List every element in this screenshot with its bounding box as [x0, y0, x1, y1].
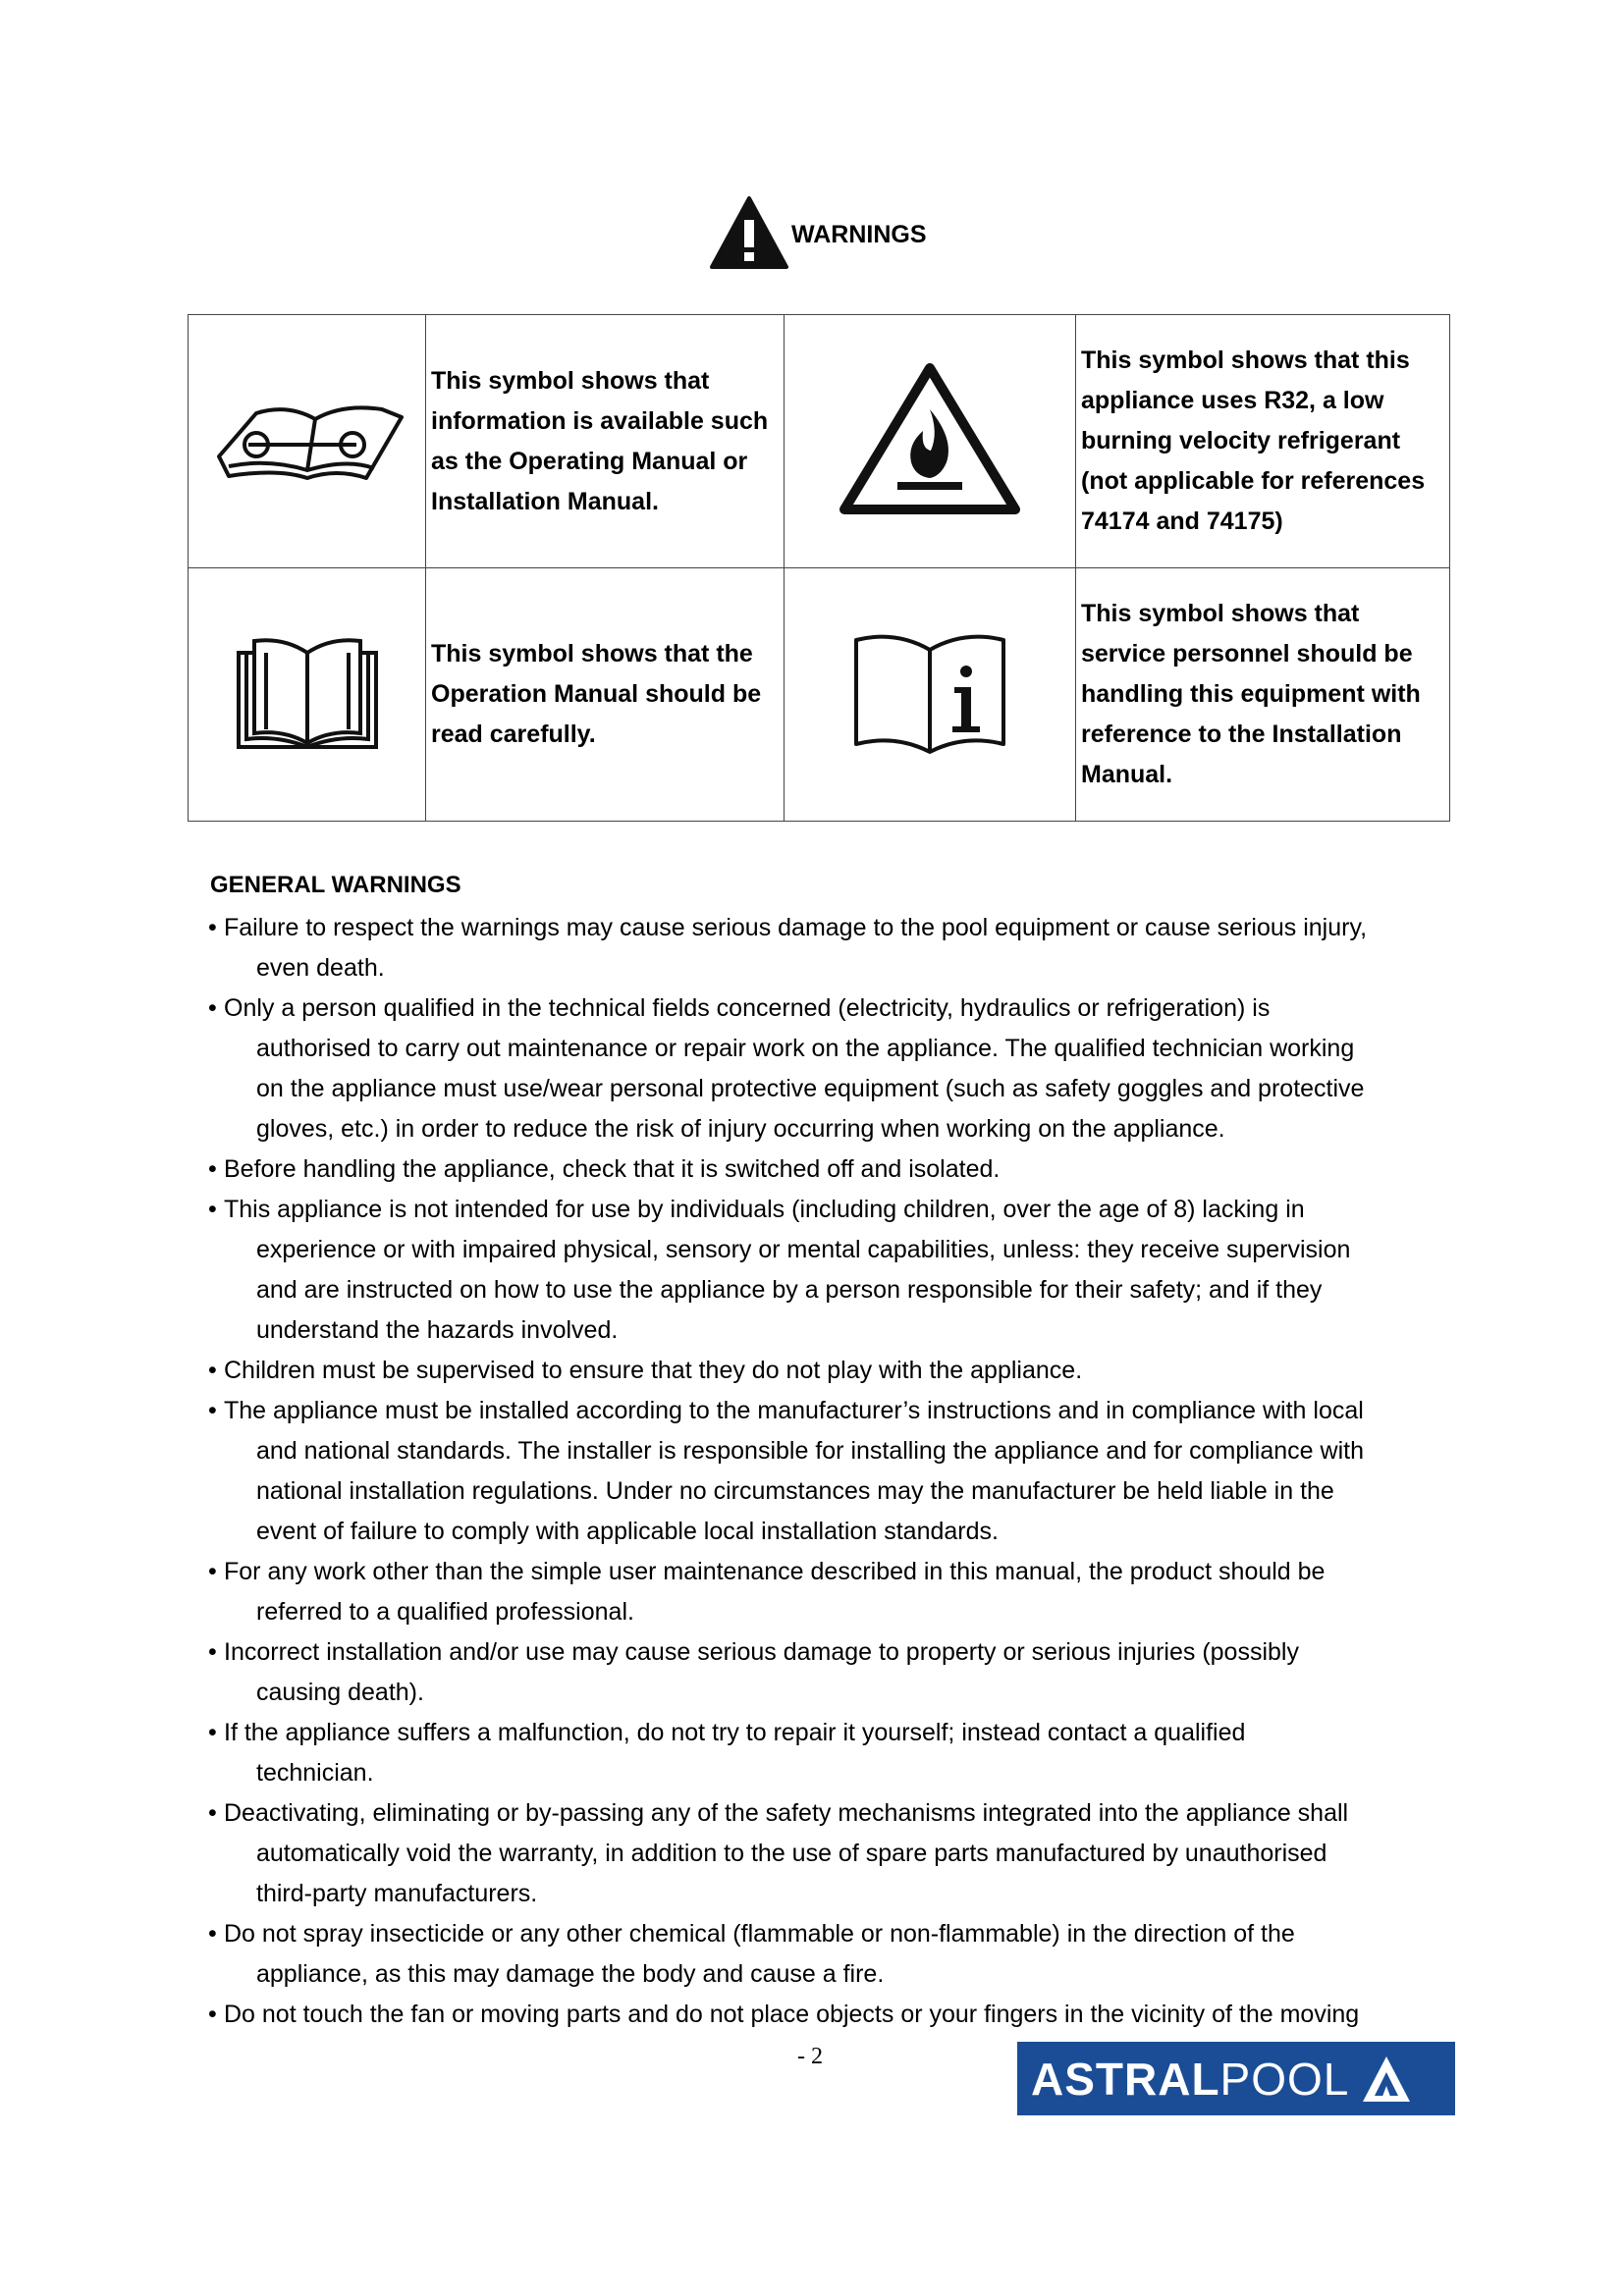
- symbol-cell-flammable: [785, 315, 1076, 568]
- list-item: • For any work other than the simple user maintenance described in this manual, the product should be referred to a qualified professional.: [208, 1558, 1326, 1626]
- symbol-cell-book: [189, 568, 426, 822]
- list-item: • Do not spray insecticide or any other chemical (flammable or non-flammable) in the direction of the appliance, as this may damage the body and cause a fire.: [208, 1920, 1295, 1988]
- logo-text: ASTRALPOOL: [1031, 2053, 1350, 2105]
- page-number: - 2: [797, 2044, 823, 2069]
- list-item: • Incorrect installation and/or use may cause serious damage to property or serious injuries (possibly causing death).: [208, 1638, 1299, 1706]
- symbol-cell-manual: [189, 315, 426, 568]
- list-item: • This appliance is not intended for use by individuals (including children, over the age of 8) lacking in experience or with impaired physical, sensory or mental capabilities, unless: they receive supervision and are instructed on how to use the appliance by a person responsible for their safety; and if they understand the hazards involved.: [208, 1196, 1351, 1344]
- list-item: • Do not touch the fan or moving parts and do not place objects or your fingers in the vicinity of the moving: [208, 2001, 1360, 2028]
- symbols-table: [188, 314, 1450, 822]
- warnings-header: [709, 194, 927, 271]
- list-item: • Failure to respect the warnings may cause serious damage to the pool equipment or cause serious injury, even death.: [208, 914, 1368, 982]
- list-item: • If the appliance suffers a malfunction, do not try to repair it yourself; instead contact a qualified technician.: [208, 1719, 1246, 1787]
- symbol-text-flammable: This symbol shows that this appliance uses R32, a low burning velocity refrigerant (not applicable for references 74174 and 74175): [1076, 315, 1450, 568]
- general-warnings-title: GENERAL WARNINGS: [210, 872, 461, 898]
- open-book-icon: [229, 623, 386, 761]
- list-item: • Deactivating, eliminating or by-passing any of the safety mechanisms integrated into the appliance shall automatically void the warranty, in addition to the use of spare parts manufactured by unauthorised third-party manufacturers.: [208, 1799, 1349, 1907]
- symbol-text-book: This symbol shows that the Operation Manual should be read carefully.: [426, 568, 785, 822]
- astralpool-logo: [1017, 2042, 1455, 2115]
- symbol-text-info: This symbol shows that service personnel should be handling this equipment with reference to the Installation Manual.: [1076, 568, 1450, 822]
- symbol-cell-info: [785, 568, 1076, 822]
- list-item: • Only a person qualified in the technical fields concerned (electricity, hydraulics or refrigeration) is authorised to carry out maintenance or repair work on the appliance. The qualified technician working on the appliance must use/wear personal protective equipment (such as safety goggles and protective gloves, etc.) in order to reduce the risk of injury occurring when working on the appliance.: [208, 994, 1365, 1143]
- symbol-text-manual: This symbol shows that information is available such as the Operating Manual or Installation Manual.: [426, 315, 785, 568]
- list-item: • The appliance must be installed according to the manufacturer’s instructions and in compliance with local and national standards. The installer is responsible for installing the appliance and for compliance with national installation regulations. Under no circumstances may the manufacturer be held liable in the event of failure to comply with applicable local installation standards.: [208, 1397, 1364, 1545]
- info-manual-icon: [846, 628, 1013, 756]
- warning-triangle-icon: [709, 194, 789, 271]
- warnings-title: WARNINGS: [791, 220, 927, 248]
- list-item: • Before handling the appliance, check that it is switched off and isolated.: [208, 1155, 1001, 1183]
- flammable-icon: [837, 360, 1023, 517]
- general-warnings-list: [208, 908, 1588, 2035]
- logo-triangle-icon: [1359, 2051, 1414, 2108]
- wrench-manual-icon: [209, 390, 406, 488]
- list-item: • Children must be supervised to ensure that they do not play with the appliance.: [208, 1357, 1083, 1384]
